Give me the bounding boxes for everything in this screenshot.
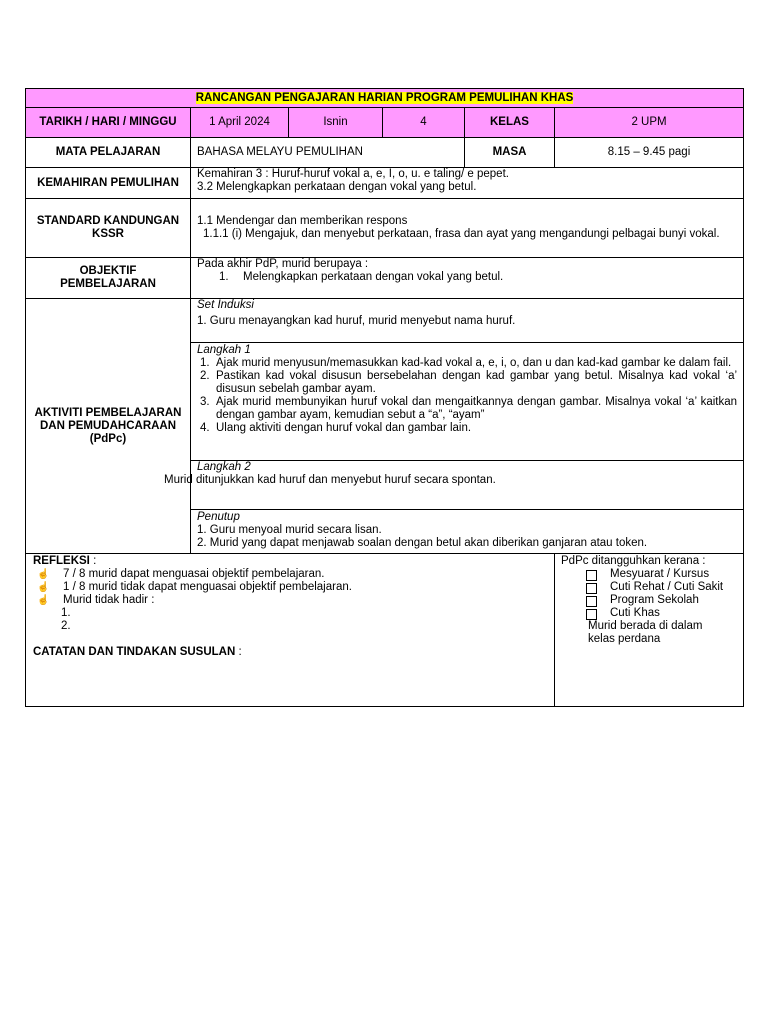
postponed-title: PdPc ditangguhkan kerana :: [561, 555, 706, 567]
objective-item-text: Melengkapkan perkataan dengan vokal yang betul.: [243, 271, 504, 283]
pointing-hand-icon: ☝: [37, 582, 50, 593]
reflection-item-text: 1 / 8 murid tidak dapat menguasai objektif pembelajaran.: [63, 581, 352, 593]
langkah-1-item: [197, 396, 737, 422]
langkah-1-item-number: 1.: [200, 357, 210, 369]
langkah-1-item-text: Ulang aktiviti dengan huruf vokal dan gambar lain.: [216, 422, 472, 434]
absent-line-2: 2.: [61, 620, 71, 632]
form-title-text: RANCANGAN PENGAJARAN HARIAN PROGRAM PEMULIHAN KHAS: [195, 91, 574, 104]
standard-label-line-1: STANDARD KANDUNGAN: [36, 215, 180, 227]
langkah-2-section: [164, 461, 744, 510]
langkah-1-item: [197, 422, 737, 435]
checkbox[interactable]: [586, 609, 597, 620]
skill-line-1: Kemahiran 3 : Huruf-huruf vokal a, e, I, o, u. e taling/ e pepet.: [197, 168, 509, 180]
langkah-1-item: [197, 357, 737, 370]
postponed-option-label: Cuti Rehat / Cuti Sakit: [610, 581, 724, 593]
notes-colon: :: [235, 646, 242, 658]
week-value: 4: [383, 108, 465, 138]
absent-line-1: 1.: [61, 607, 71, 619]
penutup-line-2: 2. Murid yang dapat menjawab soalan dengan betul akan diberikan ganjaran atau token.: [197, 537, 648, 549]
activity-label: [26, 299, 191, 554]
penutup-title: Penutup: [197, 511, 240, 523]
postponed-section: [555, 554, 744, 707]
notes-label: CATATAN DAN TINDAKAN SUSULAN: [33, 646, 236, 658]
form-title: [26, 89, 744, 108]
activity-label-line-2: DAN PEMUDAHCARAAN: [39, 419, 177, 432]
checkbox[interactable]: [586, 596, 597, 607]
objective-content: [191, 258, 744, 299]
reflection-item-text: Murid tidak hadir :: [63, 594, 155, 606]
class-value: 2 UPM: [555, 108, 744, 138]
langkah-1-item-number: 2.: [200, 370, 210, 382]
postponed-option-label: Mesyuarat / Kursus: [610, 568, 710, 580]
checkbox[interactable]: [586, 583, 597, 594]
time-value: 8.15 – 9.45 pagi: [555, 138, 744, 168]
standard-line-1: 1.1 Mendengar dan memberikan respons: [197, 215, 408, 227]
reflection-item: [33, 568, 548, 581]
langkah-2-title: Langkah 2: [197, 461, 251, 473]
checkbox[interactable]: [586, 570, 597, 581]
skill-content: [191, 168, 744, 199]
subject-value: BAHASA MELAYU PEMULIHAN: [191, 138, 465, 168]
reflection-item-text: 7 / 8 murid dapat menguasai objektif pembelajaran.: [63, 568, 325, 580]
langkah-1-item-text: Ajak murid menyusun/memasukkan kad-kad vokal a, e, i, o, dan u dan kad-kad gambar ke dalam fail.: [216, 357, 732, 369]
postponed-note-line-1: Murid berada di dalam: [588, 620, 703, 632]
objective-label: [26, 258, 191, 299]
lesson-plan-form: [25, 88, 743, 707]
activity-label-line-1: AKTIVITI PEMBELAJARAN: [34, 406, 182, 419]
lesson-plan-table: [25, 88, 744, 707]
langkah-2-text: Murid ditunjukkan kad huruf dan menyebut huruf secara spontan.: [164, 474, 496, 486]
reflection-section: [26, 554, 555, 707]
langkah-1-item-text: Ajak murid membunyikan huruf vokal dan mengaitkannya dengan gambar. Misalnya vokal ‘a’ kaitkan dengan gambar ayam, kemudian sebut a “a”, “ayam”: [216, 396, 738, 421]
set-induksi-section: [191, 299, 744, 343]
postponed-option-label: Program Sekolah: [610, 594, 699, 606]
objective-item-number: 1.: [219, 271, 229, 283]
langkah-1-item: [197, 370, 737, 396]
reflection-colon: :: [89, 555, 97, 567]
langkah-1-title: Langkah 1: [197, 344, 251, 356]
standard-label-line-2: KSSR: [92, 228, 124, 240]
postponed-option: [561, 594, 737, 607]
objective-label-line-1: OBJEKTIF: [79, 265, 137, 277]
reflection-label: REFLEKSI: [33, 555, 90, 567]
activity-label-line-3: (PdPc): [89, 432, 127, 445]
standard-content: [191, 199, 744, 258]
langkah-1-section: [191, 343, 744, 461]
class-label: KELAS: [465, 108, 555, 138]
postponed-option: [561, 607, 737, 620]
set-induksi-text: 1. Guru menayangkan kad huruf, murid menyebut nama huruf.: [197, 315, 516, 327]
skill-label: KEMAHIRAN PEMULIHAN: [26, 168, 191, 199]
pointing-hand-icon: ☝: [37, 595, 50, 606]
langkah-1-item-number: 4.: [200, 422, 210, 434]
day-value: Isnin: [289, 108, 383, 138]
penutup-line-1: 1. Guru menyoal murid secara lisan.: [197, 524, 382, 536]
date-value: 1 April 2024: [191, 108, 289, 138]
subject-label: MATA PELAJARAN: [26, 138, 191, 168]
penutup-section: [191, 510, 744, 554]
postponed-option: [561, 568, 737, 581]
langkah-1-item-text: Pastikan kad vokal disusun bersebelahan dengan kad gambar yang betul. Misalnya kad vokal ‘a’ disusun sebelah gambar ayam.: [216, 370, 738, 395]
date-label: TARIKH / HARI / MINGGU: [26, 108, 191, 138]
skill-line-2: 3.2 Melengkapkan perkataan dengan vokal yang betul.: [197, 181, 477, 193]
objective-label-line-2: PEMBELAJARAN: [60, 278, 156, 290]
postponed-option-label: Cuti Khas: [610, 607, 660, 619]
reflection-item: [33, 594, 548, 607]
standard-line-2: 1.1.1 (i) Mengajuk, dan menyebut perkataan, frasa dan ayat yang mengandungi pelbagai bunyi vokal.: [203, 228, 720, 240]
postponed-option: [561, 581, 737, 594]
objective-intro: Pada akhir PdP, murid berupaya :: [197, 258, 369, 270]
reflection-item: [33, 581, 548, 594]
postponed-note-line-2: kelas perdana: [588, 633, 661, 645]
set-induksi-title: Set Induksi: [197, 299, 254, 311]
time-label: MASA: [465, 138, 555, 168]
standard-label: [26, 199, 191, 258]
langkah-1-item-number: 3.: [200, 396, 210, 408]
pointing-hand-icon: ☝: [37, 569, 50, 580]
